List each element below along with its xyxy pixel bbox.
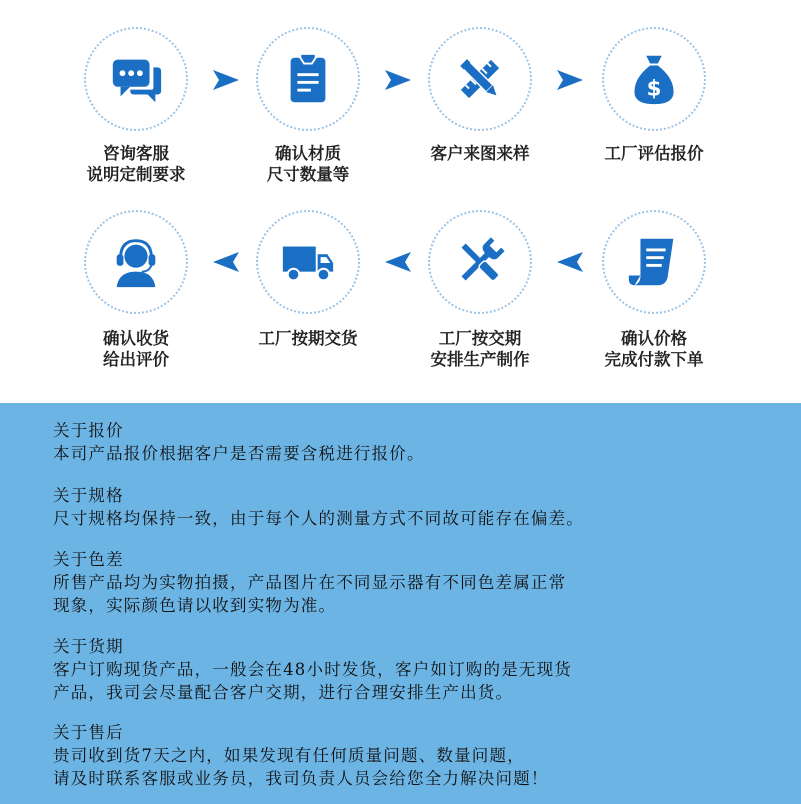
section-title: 关于规格 bbox=[53, 486, 124, 505]
step-8-circle bbox=[84, 210, 188, 314]
section-line: 请及时联系客服或业务员，我司负责人员会给您全力解决问题！ bbox=[53, 769, 549, 788]
section-title: 关于色差 bbox=[53, 550, 124, 569]
step-3-circle bbox=[428, 27, 532, 131]
section-after-sales bbox=[53, 721, 773, 790]
step-1-label bbox=[36, 143, 236, 185]
section-line: 产品，我司会尽量配合客户交期，进行合理安排生产出货。 bbox=[53, 683, 514, 702]
clipboard-icon bbox=[279, 50, 337, 108]
step-2-label bbox=[208, 143, 408, 185]
arrow-right-3 bbox=[555, 68, 585, 92]
section-line: 贵司收到货7天之内，如果发现有任何质量问题、数量问题， bbox=[53, 746, 525, 765]
step-2-circle bbox=[256, 27, 360, 131]
arrow-left-3 bbox=[555, 250, 585, 274]
step-8-line1: 确认收货 bbox=[103, 329, 169, 348]
section-pricing bbox=[53, 419, 773, 465]
step-6-line1: 工厂按交期 bbox=[438, 329, 522, 348]
step-7-label bbox=[208, 328, 408, 349]
tools-icon bbox=[451, 233, 509, 291]
customer-service-icon bbox=[107, 233, 165, 291]
chat-bubbles-icon bbox=[107, 50, 165, 108]
document-scroll-icon bbox=[625, 233, 683, 291]
section-line: 所售产品均为实物拍摄，产品图片在不同显示器有不同色差属正常 bbox=[53, 573, 567, 592]
section-line: 本司产品报价根据客户是否需要含税进行报价。 bbox=[53, 444, 425, 463]
step-2-line2: 尺寸数量等 bbox=[266, 165, 350, 184]
step-1-circle bbox=[84, 27, 188, 131]
step-3-line1: 客户来图来样 bbox=[430, 144, 530, 163]
arrow-left-2 bbox=[383, 250, 413, 274]
step-3-label bbox=[380, 143, 580, 164]
arrow-right-2 bbox=[383, 68, 413, 92]
section-title: 关于售后 bbox=[53, 723, 124, 742]
svg-text:$: $ bbox=[646, 76, 662, 102]
money-bag-icon bbox=[625, 50, 683, 108]
section-line: 客户订购现货产品，一般会在48小时发货，客户如订购的是无现货 bbox=[53, 660, 572, 679]
section-color-difference bbox=[53, 548, 773, 617]
pencil-ruler-icon bbox=[451, 50, 509, 108]
step-4-line1: 工厂评估报价 bbox=[604, 144, 704, 163]
step-6-circle bbox=[428, 210, 532, 314]
step-7-circle bbox=[256, 210, 360, 314]
step-1-line1: 咨询客服 bbox=[103, 144, 169, 163]
delivery-truck-icon bbox=[279, 233, 337, 291]
arrow-right-1 bbox=[211, 68, 241, 92]
step-1-line2: 说明定制要求 bbox=[86, 165, 186, 184]
step-5-label bbox=[554, 328, 754, 370]
arrow-left-1 bbox=[211, 250, 241, 274]
section-delivery-time bbox=[53, 635, 773, 704]
step-7-line1: 工厂按期交货 bbox=[258, 329, 358, 348]
notice-panel bbox=[0, 403, 801, 804]
section-line: 尺寸规格均保持一致，由于每个人的测量方式不同故可能存在偏差。 bbox=[53, 509, 584, 528]
step-6-label bbox=[380, 328, 580, 370]
step-4-circle bbox=[602, 27, 706, 131]
step-5-line2: 完成付款下单 bbox=[604, 350, 704, 369]
step-8-line2: 给出评价 bbox=[103, 350, 169, 369]
step-5-line1: 确认价格 bbox=[621, 329, 687, 348]
section-title: 关于报价 bbox=[53, 421, 124, 440]
section-specs bbox=[53, 484, 773, 530]
step-4-label bbox=[554, 143, 754, 164]
step-8-label bbox=[36, 328, 236, 370]
section-title: 关于货期 bbox=[53, 637, 124, 656]
section-line: 现象，实际颜色请以收到实物为准。 bbox=[53, 596, 337, 615]
step-6-line2: 安排生产制作 bbox=[430, 350, 530, 369]
step-2-line1: 确认材质 bbox=[275, 144, 341, 163]
step-5-circle bbox=[602, 210, 706, 314]
